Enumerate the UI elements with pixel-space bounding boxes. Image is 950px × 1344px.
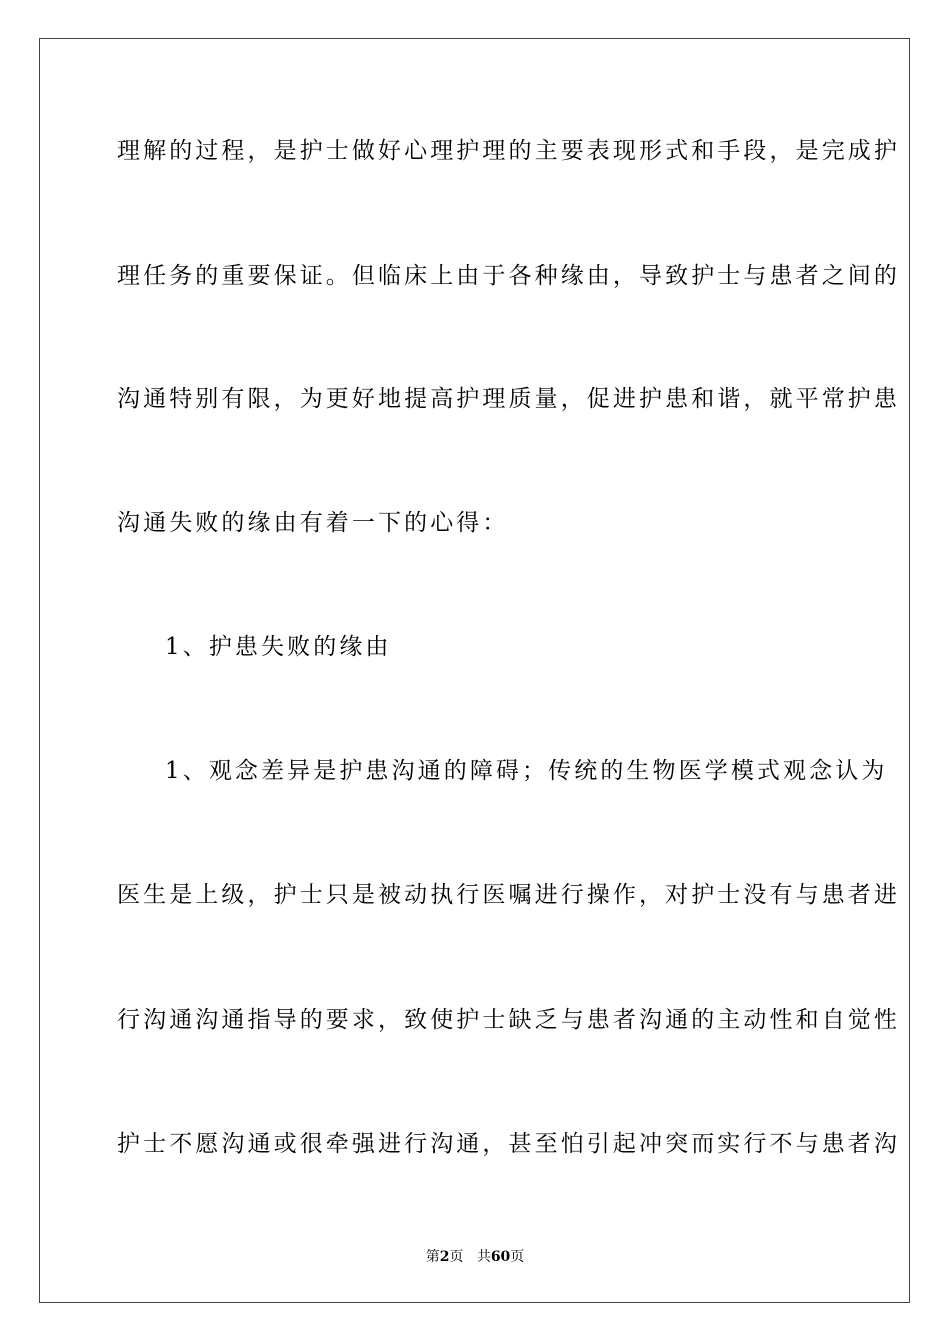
- text-line-6: 1、观念差异是护患沟通的障碍；传统的生物医学模式观念认为: [165, 758, 888, 784]
- page-footer: [0, 1248, 950, 1266]
- text-line-4: 沟通失败的缘由有着一下的心得：: [117, 510, 509, 536]
- footer-total-suffix: 页: [510, 1249, 525, 1265]
- text-line-7: 医生是上级，护士只是被动执行医嘱进行操作，对护士没有与患者进: [117, 882, 900, 908]
- footer-total-prefix: 共: [476, 1249, 491, 1265]
- text-line-2: 理任务的重要保证。但临床上由于各种缘由，导致护士与患者之间的: [117, 263, 900, 289]
- footer-prefix: 第: [425, 1249, 440, 1265]
- text-line-9: 护士不愿沟通或很牵强进行沟通，甚至怕引起冲突而实行不与患者沟: [117, 1131, 900, 1157]
- page-number: 2: [439, 1249, 450, 1265]
- section-heading: 1、护患失败的缘由: [165, 634, 392, 660]
- text-line-3: 沟通特别有限，为更好地提高护理质量，促进护患和谐，就平常护患: [117, 386, 900, 412]
- page-border: [39, 38, 910, 1303]
- footer-page-suffix: 页: [449, 1249, 464, 1265]
- text-line-1: 理解的过程，是护士做好心理护理的主要表现形式和手段，是完成护: [117, 138, 900, 164]
- text-line-8: 行沟通沟通指导的要求，致使护士缺乏与患者沟通的主动性和自觉性: [117, 1007, 900, 1033]
- total-pages: 60: [490, 1249, 511, 1265]
